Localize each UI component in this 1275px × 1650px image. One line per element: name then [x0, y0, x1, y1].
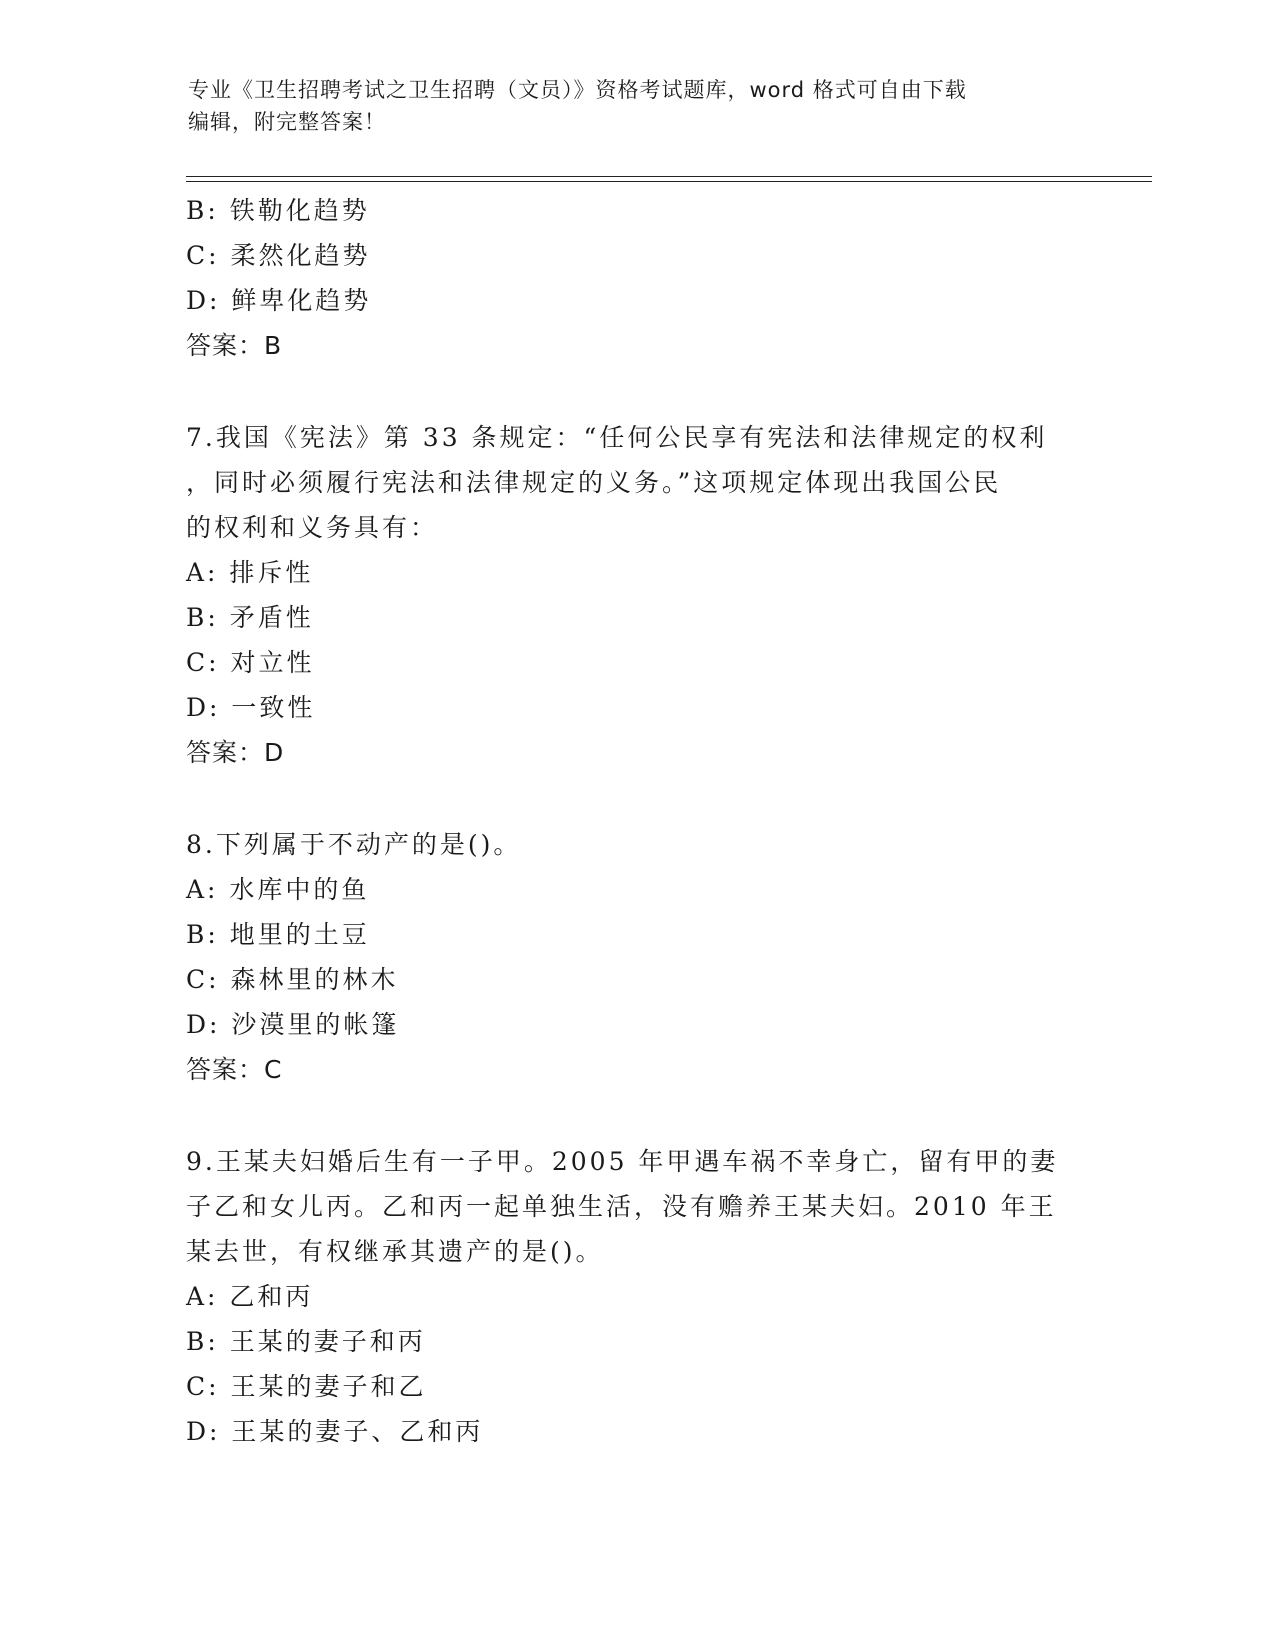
question-6-continued — [186, 188, 1086, 368]
answer-line: 答案：B — [186, 331, 283, 360]
question-9 — [186, 1139, 1086, 1454]
question-text-line: 7.我国《宪法》第 33 条规定：“任何公民享有宪法和法律规定的权利 — [186, 423, 1048, 452]
question-text-line: 8.下列属于不动产的是()。 — [186, 830, 522, 859]
header-divider-bottom — [186, 181, 1152, 182]
option-b: B: 矛盾性 — [186, 603, 314, 632]
option-a: A: 水库中的鱼 — [186, 875, 370, 904]
option-d: D: 一致性 — [186, 693, 316, 722]
question-text-line: 的权利和义务具有： — [186, 513, 439, 542]
option-b: B: 王某的妻子和丙 — [186, 1327, 426, 1356]
header-line-1: 专业《卫生招聘考试之卫生招聘（文员）》资格考试题库，word 格式可自由下载 — [188, 78, 967, 102]
option-a: A: 排斥性 — [186, 558, 314, 587]
question-text-line: ，同时必须履行宪法和法律规定的义务。”这项规定体现出我国公民 — [186, 468, 1002, 497]
spacer — [186, 1092, 1086, 1139]
answer-line: 答案：D — [186, 738, 285, 767]
option-d: D: 鲜卑化趋势 — [186, 286, 372, 315]
option-b: B: 地里的土豆 — [186, 920, 370, 949]
option-c: C: 森林里的林木 — [186, 965, 399, 994]
question-7 — [186, 415, 1086, 775]
option-a: A: 乙和丙 — [186, 1282, 314, 1311]
page-header — [188, 74, 1088, 138]
option-c: C: 对立性 — [186, 648, 315, 677]
option-b: B: 铁勒化趋势 — [186, 196, 370, 225]
question-text-line: 子乙和女儿丙。乙和丙一起单独生活，没有赡养王某夫妇。2010 年王 — [186, 1192, 1057, 1221]
option-c: C: 王某的妻子和乙 — [186, 1372, 427, 1401]
spacer — [186, 775, 1086, 822]
answer-line: 答案：C — [186, 1055, 283, 1084]
question-8 — [186, 822, 1086, 1092]
question-text-line: 9.王某夫妇婚后生有一子甲。2005 年甲遇车祸不幸身亡，留有甲的妻 — [186, 1147, 1059, 1176]
option-c: C: 柔然化趋势 — [186, 241, 371, 270]
question-content — [186, 188, 1086, 1454]
header-divider-top — [186, 176, 1152, 177]
option-d: D: 王某的妻子、乙和丙 — [186, 1417, 484, 1446]
option-d: D: 沙漠里的帐篷 — [186, 1010, 400, 1039]
header-line-2: 编辑，附完整答案！ — [188, 110, 386, 134]
question-text-line: 某去世，有权继承其遗产的是()。 — [186, 1237, 604, 1266]
spacer — [186, 368, 1086, 415]
